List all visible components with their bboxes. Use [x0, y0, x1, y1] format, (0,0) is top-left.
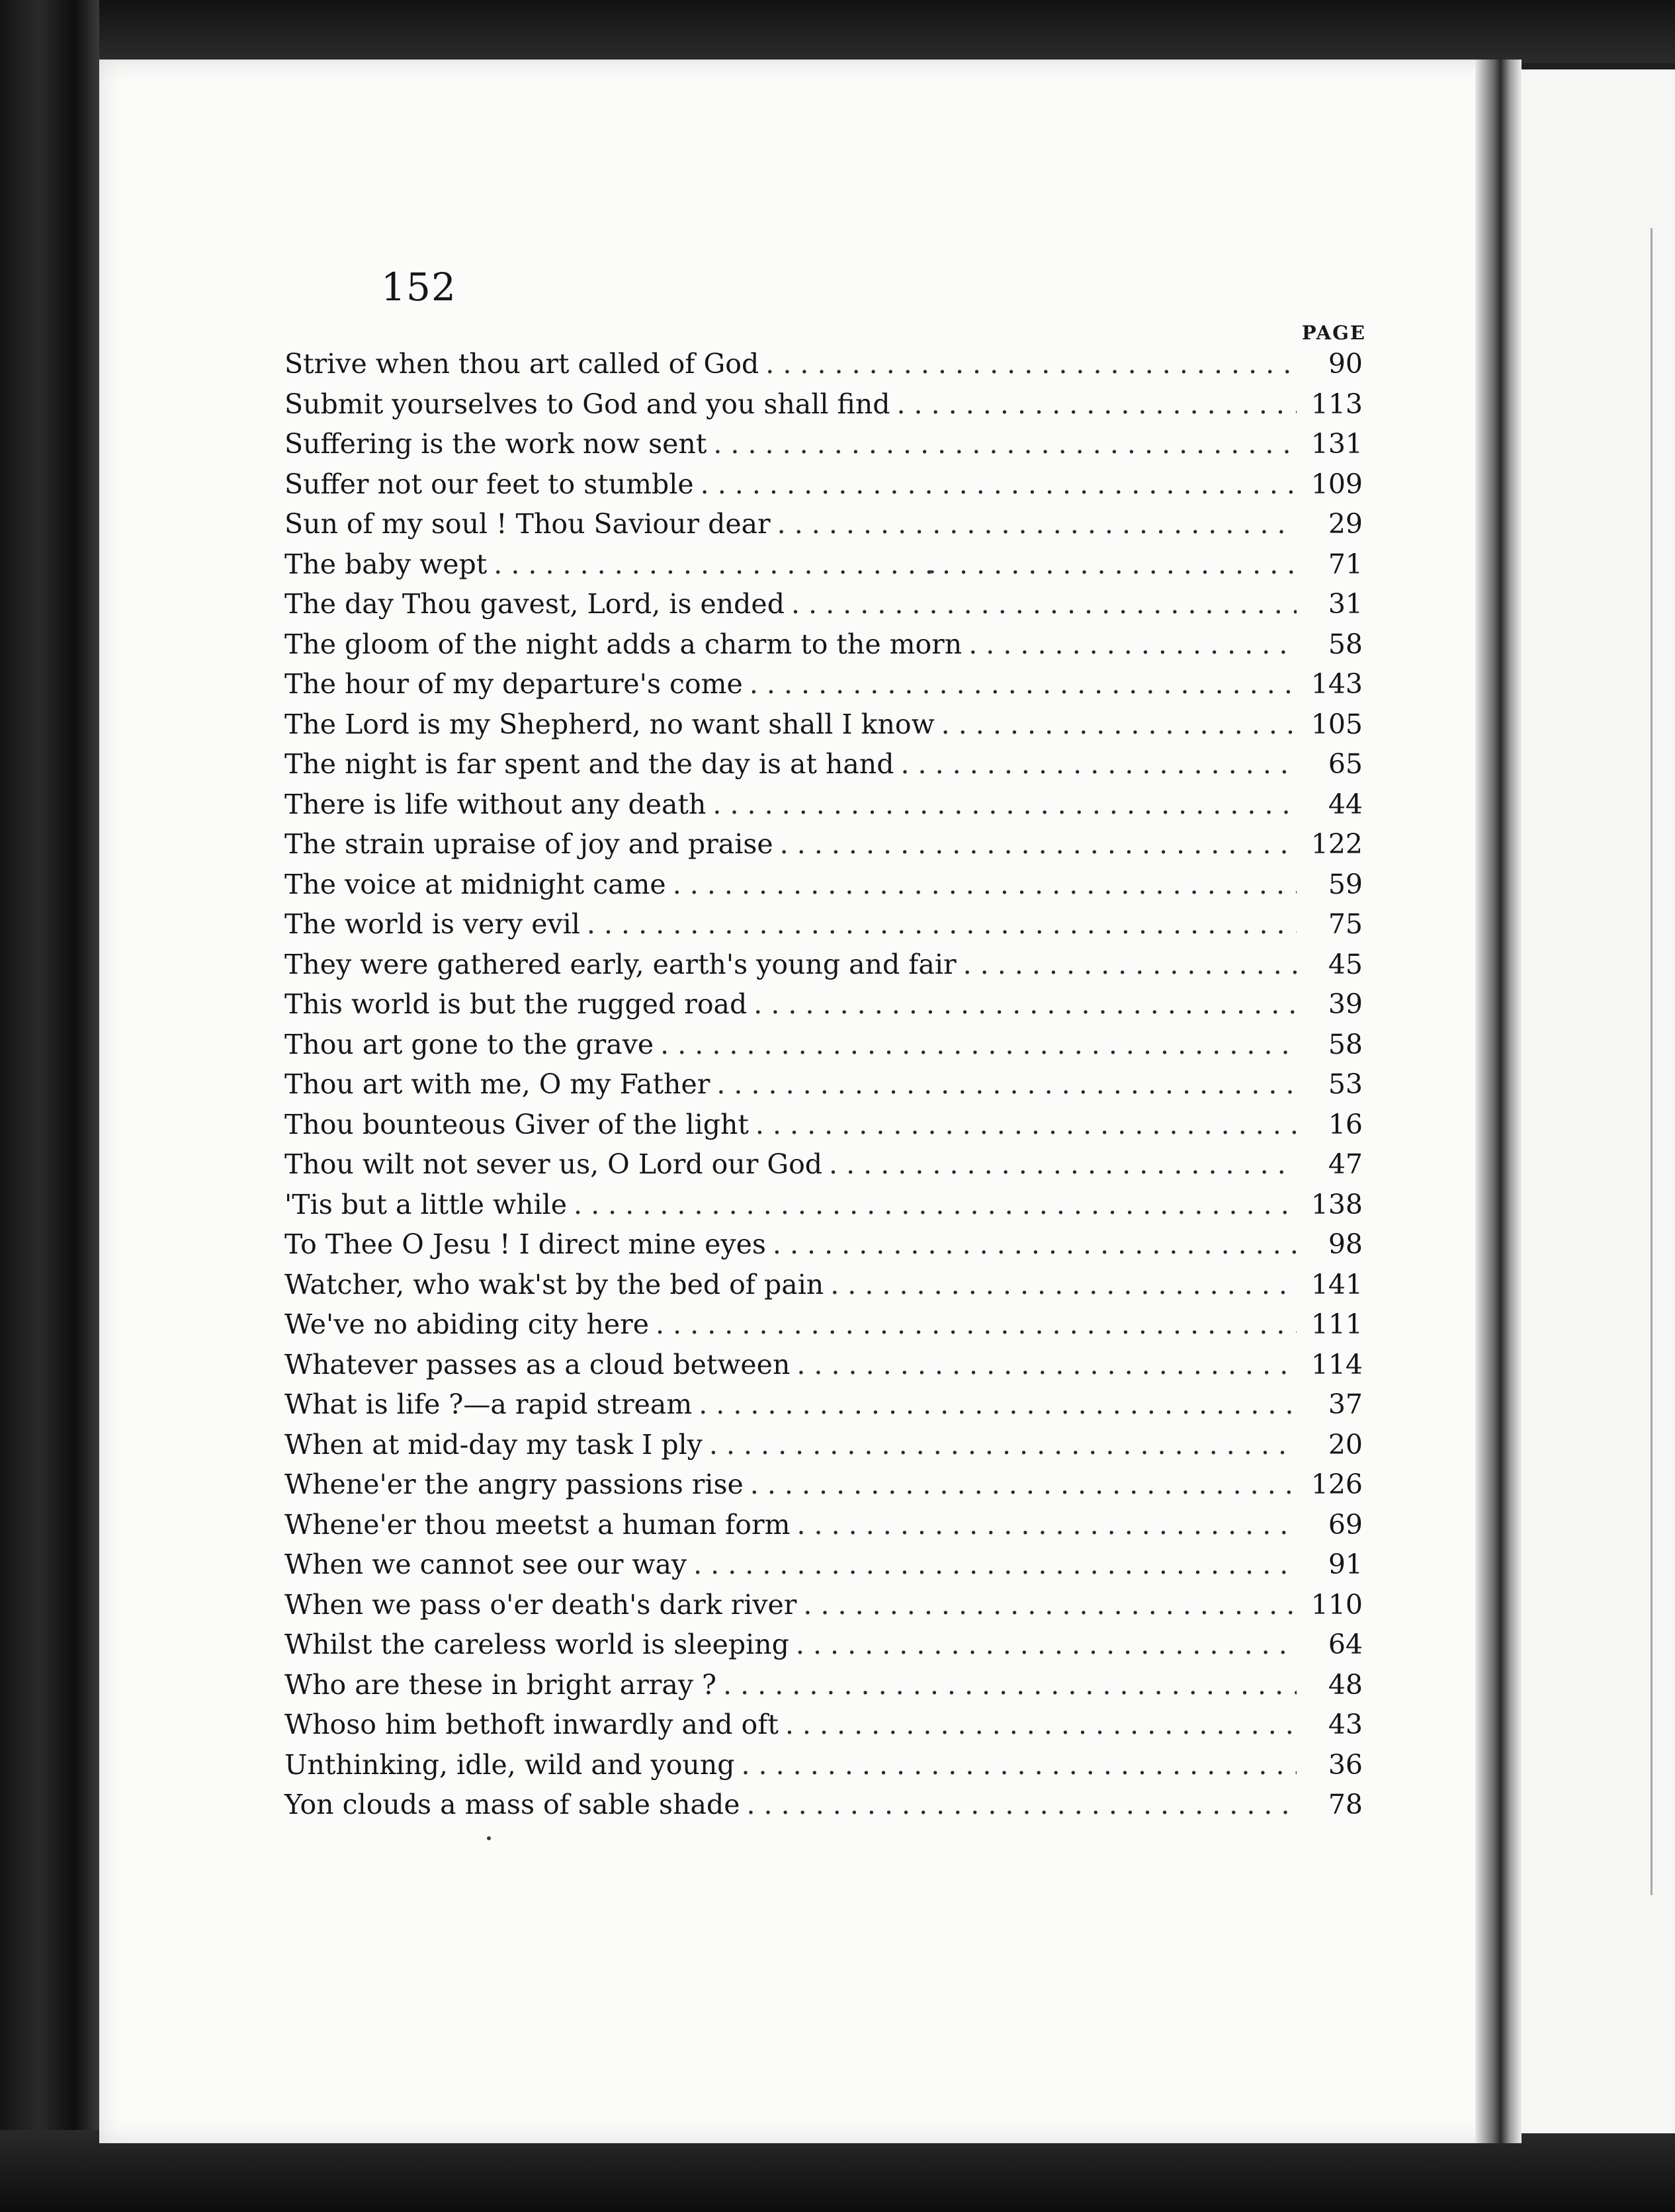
facing-page-rule: [1651, 228, 1653, 1895]
entry-page-number: 69: [1328, 1508, 1363, 1541]
entry-page-number: 114: [1310, 1348, 1363, 1381]
dot-leader: [796, 1625, 1297, 1665]
entry-page-number: 71: [1328, 548, 1363, 580]
dot-leader: [741, 1745, 1297, 1785]
entry-page-number: 131: [1310, 428, 1363, 460]
entry-page-number: 75: [1328, 908, 1363, 940]
dot-leader: [656, 1304, 1297, 1345]
dot-leader: [660, 1025, 1297, 1065]
entry-title: There is life without any death: [284, 788, 707, 820]
entry-page-number: 98: [1328, 1228, 1363, 1260]
index-entry: [284, 1384, 1363, 1425]
entry-title: Submit yourselves to God and you shall find: [284, 388, 890, 420]
entry-page-number: 53: [1328, 1068, 1363, 1100]
dot-leader: [796, 1345, 1297, 1385]
entry-title: The world is very evil: [284, 908, 580, 940]
index-entry: [284, 1105, 1363, 1145]
entry-title: The hour of my departure's come: [284, 668, 743, 700]
index-entry: [284, 504, 1363, 544]
dot-leader: [701, 464, 1297, 505]
entry-page-number: 44: [1328, 788, 1363, 820]
index-entry: [284, 785, 1363, 825]
entry-title: Whoso him bethoft inwardly and oft: [284, 1709, 779, 1740]
dot-leader: [713, 424, 1297, 464]
scan-left-edge: [0, 0, 99, 2212]
entry-title: The day Thou gavest, Lord, is ended: [284, 588, 785, 620]
entry-page-number: 37: [1328, 1388, 1363, 1420]
index-entry: [284, 624, 1363, 665]
index-entry: [284, 1585, 1363, 1625]
index-entry: [284, 1505, 1363, 1545]
dot-leader: [780, 824, 1297, 865]
index-entry: [284, 824, 1363, 865]
dot-leader: [712, 785, 1297, 825]
entry-page-number: 58: [1328, 628, 1363, 660]
index-entry: [284, 1745, 1363, 1785]
dot-leader: [941, 704, 1297, 745]
index-entry: [284, 1304, 1363, 1345]
entry-page-number: 141: [1310, 1268, 1363, 1300]
dot-leader: [723, 1665, 1297, 1705]
entry-title: The gloom of the night adds a charm to the morn: [284, 628, 963, 660]
entry-page-number: 105: [1310, 708, 1363, 740]
book-gutter: [1475, 60, 1522, 2143]
entry-page-number: 20: [1328, 1428, 1363, 1461]
index-entry: [284, 1025, 1363, 1065]
entry-page-number: 47: [1328, 1148, 1363, 1180]
dot-leader: [829, 1144, 1297, 1185]
entry-title: When we pass o'er death's dark river: [284, 1588, 797, 1621]
dot-leader: [673, 865, 1297, 905]
entry-page-number: 78: [1328, 1789, 1363, 1820]
entry-title: Strive when thou art called of God: [284, 348, 759, 380]
dot-leader: [699, 1384, 1297, 1425]
index-entry: [284, 1064, 1363, 1105]
entry-page-number: 126: [1310, 1468, 1363, 1500]
index-entry: [284, 1265, 1363, 1305]
dot-leader: [765, 344, 1297, 384]
page-column-heading: PAGE: [1301, 321, 1366, 344]
entry-page-number: 122: [1310, 828, 1363, 860]
entry-page-number: 65: [1328, 748, 1363, 780]
entry-page-number: 39: [1328, 988, 1363, 1020]
entry-title: Thou art gone to the grave: [284, 1028, 654, 1060]
dot-leader: [830, 1265, 1297, 1305]
index-entry: [284, 1144, 1363, 1185]
index-entry: [284, 1465, 1363, 1505]
entry-title: What is life ?—a rapid stream: [284, 1388, 693, 1420]
dot-leader: [587, 904, 1297, 945]
dot-leader: [746, 1785, 1297, 1825]
index-entry: [284, 664, 1363, 704]
entry-title: The strain upraise of joy and praise: [284, 828, 773, 860]
dot-leader: [494, 544, 1297, 585]
dot-leader: [753, 984, 1297, 1025]
entry-title: The voice at midnight came: [284, 868, 666, 900]
entry-page-number: 43: [1328, 1709, 1363, 1740]
entry-title: This world is but the rugged road: [284, 988, 748, 1020]
page-number: 152: [381, 265, 456, 310]
entry-title: Whilst the careless world is sleeping: [284, 1629, 789, 1660]
dot-leader: [896, 384, 1297, 425]
entry-title: The Lord is my Shepherd, no want shall I know: [284, 708, 935, 740]
dot-leader: [963, 945, 1297, 985]
entry-page-number: 143: [1310, 668, 1363, 700]
dot-leader: [709, 1425, 1297, 1465]
entry-title: The night is far spent and the day is at hand: [284, 748, 894, 780]
entry-page-number: 31: [1328, 588, 1363, 620]
entry-page-number: 16: [1328, 1108, 1363, 1140]
entry-page-number: 36: [1328, 1748, 1363, 1781]
entry-title: To Thee O Jesu ! I direct mine eyes: [284, 1228, 766, 1260]
entry-title: Suffering is the work now sent: [284, 428, 707, 460]
entry-page-number: 48: [1328, 1668, 1363, 1701]
entry-title: Who are these in bright array ?: [284, 1668, 717, 1701]
entry-page-number: 111: [1310, 1308, 1363, 1340]
entry-title: Unthinking, idle, wild and young: [284, 1748, 735, 1781]
index-entry: [284, 945, 1363, 985]
entry-title: Thou art with me, O my Father: [284, 1068, 710, 1100]
ink-speck: [487, 1836, 491, 1840]
ink-speck: [929, 570, 934, 574]
entry-title: 'Tis but a little while: [284, 1188, 568, 1220]
entry-title: The baby wept: [284, 548, 488, 580]
entry-page-number: 64: [1328, 1629, 1363, 1660]
index-entry: [284, 344, 1363, 384]
dot-leader: [773, 1224, 1297, 1265]
index-entry: [284, 1185, 1363, 1225]
index-entry: [284, 984, 1363, 1025]
dot-leader: [777, 504, 1297, 544]
entry-page-number: 90: [1328, 348, 1363, 380]
index-entry: [284, 584, 1363, 624]
index-entry: [284, 904, 1363, 945]
dot-leader: [750, 1465, 1297, 1505]
dot-leader: [716, 1064, 1297, 1105]
entry-page-number: 58: [1328, 1028, 1363, 1060]
index-entry: [284, 1625, 1363, 1665]
entry-page-number: 110: [1310, 1588, 1363, 1621]
index-entry: [284, 464, 1363, 505]
entry-title: When we cannot see our way: [284, 1549, 687, 1580]
index-entry: [284, 744, 1363, 785]
entry-title: Suffer not our feet to stumble: [284, 468, 694, 500]
index-entry: [284, 1425, 1363, 1465]
entry-title: Thou wilt not sever us, O Lord our God: [284, 1148, 823, 1180]
dot-leader: [755, 1105, 1297, 1145]
entry-page-number: 45: [1328, 948, 1363, 980]
entry-title: When at mid-day my task I ply: [284, 1428, 703, 1461]
index-entry: [284, 1665, 1363, 1705]
dot-leader: [574, 1185, 1297, 1225]
dot-leader: [750, 664, 1297, 704]
scan-top-edge: [0, 0, 1675, 63]
entry-title: We've no abiding city here: [284, 1308, 650, 1340]
dot-leader: [796, 1505, 1297, 1545]
entry-page-number: 109: [1310, 468, 1363, 500]
entry-title: Sun of my soul ! Thou Saviour dear: [284, 508, 771, 540]
entry-title: Whene'er the angry passions rise: [284, 1468, 744, 1500]
index-list: [284, 344, 1363, 1825]
index-entry: [284, 1345, 1363, 1385]
entry-page-number: 29: [1328, 508, 1363, 540]
index-entry: [284, 384, 1363, 425]
entry-page-number: 91: [1328, 1549, 1363, 1580]
index-entry: [284, 1785, 1363, 1825]
dot-leader: [900, 744, 1297, 785]
entry-title: Whatever passes as a cloud between: [284, 1348, 791, 1381]
entry-title: Watcher, who wak'st by the bed of pain: [284, 1268, 824, 1300]
entry-title: Thou bounteous Giver of the light: [284, 1108, 749, 1140]
dot-leader: [791, 584, 1297, 624]
index-entry: [284, 865, 1363, 905]
index-entry: [284, 1705, 1363, 1745]
dot-leader: [803, 1585, 1297, 1625]
entry-title: They were gathered early, earth's young and fair: [284, 948, 957, 980]
index-entry: [284, 1545, 1363, 1585]
entry-title: Yon clouds a mass of sable shade: [284, 1789, 740, 1820]
dot-leader: [785, 1705, 1297, 1745]
entry-title: Whene'er thou meetst a human form: [284, 1508, 791, 1541]
dot-leader: [968, 624, 1297, 665]
index-entry: [284, 1224, 1363, 1265]
dot-leader: [693, 1545, 1297, 1585]
index-entry: [284, 704, 1363, 745]
entry-page-number: 59: [1328, 868, 1363, 900]
index-entry: [284, 544, 1363, 585]
entry-page-number: 113: [1310, 388, 1363, 420]
index-entry: [284, 424, 1363, 464]
entry-page-number: 138: [1310, 1188, 1363, 1220]
